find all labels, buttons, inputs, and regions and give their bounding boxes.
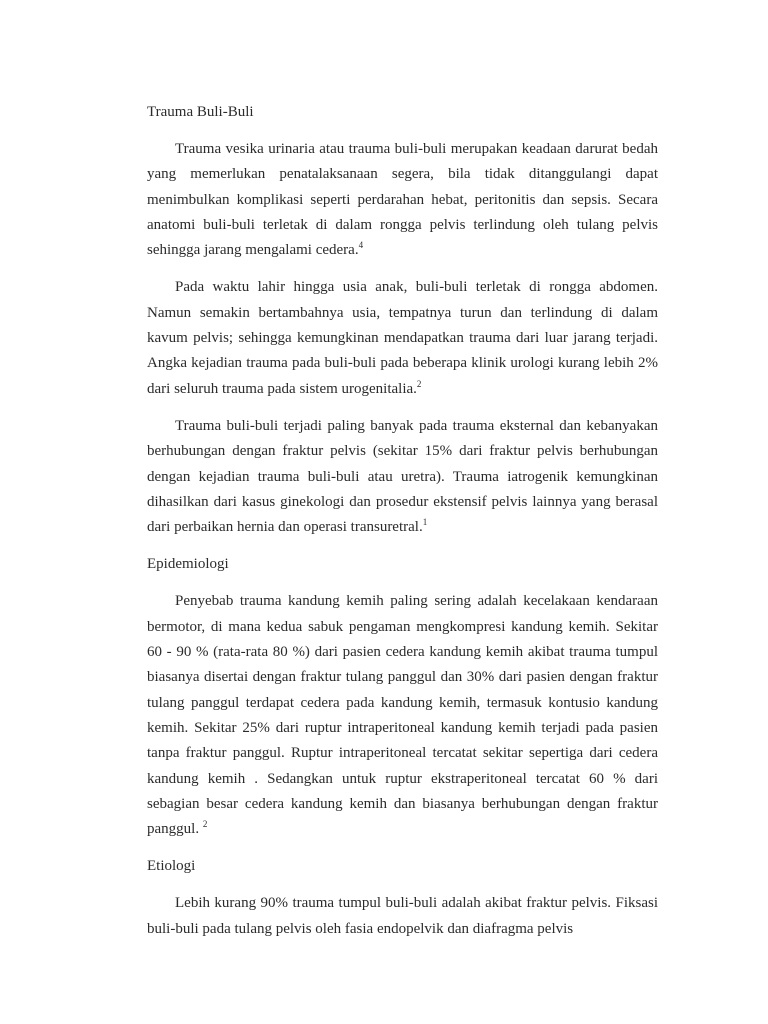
reference-superscript: 4: [358, 240, 364, 251]
reference-superscript: 2: [202, 819, 208, 830]
section-heading-trauma-buli-buli: Trauma Buli-Buli: [147, 104, 254, 120]
reference-superscript: 2: [416, 378, 422, 389]
section-heading-epidemiologi: Epidemiologi: [147, 556, 229, 573]
paragraph-text: Lebih kurang 90% trauma tumpul buli-buli adalah akibat fraktur pelvis. Fiksasi buli-buli pada tulang pelvis oleh fasia endopelvik dan diafragma pelvis: [147, 895, 658, 937]
paragraph-text: Pada waktu lahir hingga usia anak, buli-buli terletak di rongga abdomen. Namun semakin bertambahnya usia, tempatnya turun dan terlindung di dalam kavum pelvis; sehingga kemungkinan mendapatkan trauma dari luar jarang terjadi. Angka kejadian trauma pada buli-buli pada beberapa klinik urologi kurang lebih 2% dari seluruh trauma pada sistem urogenitalia.: [147, 279, 658, 397]
section-heading-etiologi: Etiologi: [147, 858, 196, 875]
paragraph-text: Penyebab trauma kandung kemih paling sering adalah kecelakaan kendaraan bermotor, di mana kedua sabuk pengaman mengkompresi kandung kemih. Sekitar 60 - 90 % (rata-rata 80 %) dari pasien cedera kandung kemih akibat trauma tumpul biasanya disertai dengan fraktur tulang panggul dan 30% dari pasien dengan fraktur tulang panggul terdapat cedera pada kandung kemih, termasuk kontusio kandung kemih. Sekitar 25% dari ruptur intraperitoneal kandung kemih terjadi pada pasien tanpa fraktur panggul. Ruptur intraperitoneal tercatat sekitar sepertiga dari cedera kandung kemih . Sedangkan untuk ruptur ekstraperitoneal tercatat 60 % dari sebagian besar cedera kandung kemih dan biasanya berhubungan dengan fraktur panggul.: [147, 593, 658, 838]
paragraph-text: Trauma buli-buli terjadi paling banyak pada trauma eksternal dan kebanyakan berhubungan dengan fraktur pelvis (sekitar 15% dari fraktur pelvis berhubungan dengan kejadian trauma buli-buli atau uretra). Trauma iatrogenik kemungkinan dihasilkan dari kasus ginekologi dan prosedur ekstensif pelvis lainnya yang berasal dari perbaikan hernia dan operasi transuretral.: [147, 417, 658, 536]
paragraph-text: Trauma vesika urinaria atau trauma buli-buli merupakan keadaan darurat bedah yang memerlukan penatalaksanaan segera, bila tidak ditanggulangi dapat menimbulkan komplikasi seperti perdarahan hebat, peritonitis dan sepsis. Secara anatomi buli-buli terletak di dalam rongga pelvis terlindung oleh tulang pelvis sehingga jarang mengalami cedera.: [147, 141, 658, 259]
paragraph: [147, 137, 658, 263]
reference-superscript: 1: [422, 517, 428, 528]
paragraph: [147, 891, 658, 942]
paragraph: [147, 275, 658, 401]
paragraph: [147, 414, 658, 540]
paragraph: [147, 589, 658, 842]
